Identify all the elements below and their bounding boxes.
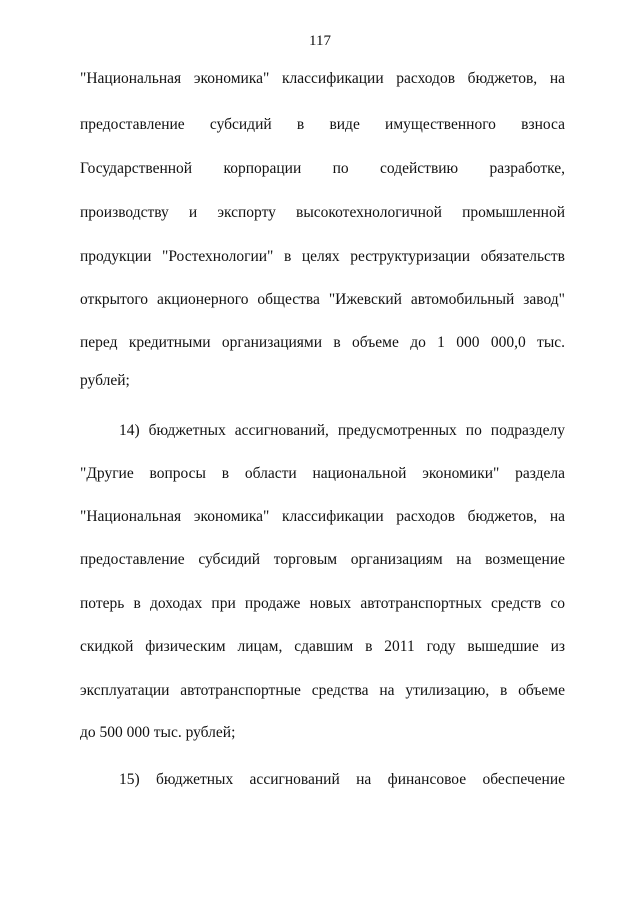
text-line: перед кредитными организациями в объеме до 1 000 000,0 тыс. <box>80 334 565 351</box>
text-line: потерь в доходах при продаже новых автотранспортных средств со <box>80 595 565 612</box>
text-line: "Национальная экономика" классификации расходов бюджетов, на <box>80 508 565 525</box>
text-line: продукции "Ростехнологии" в целях реструктуризации обязательств <box>80 248 565 265</box>
text-line: предоставление субсидий торговым организациям на возмещение <box>80 551 565 568</box>
text-line: производству и экспорту высокотехнологичной промышленной <box>80 204 565 221</box>
page-number: 117 <box>309 33 331 49</box>
text-line: скидкой физическим лицам, сдавшим в 2011 году вышедшие из <box>80 638 565 655</box>
text-line: до 500 000 тыс. рублей; <box>80 724 236 741</box>
text-line: рублей; <box>80 372 130 389</box>
paragraph-14-first-line: 14) бюджетных ассигнований, предусмотренных по подразделу <box>119 422 565 439</box>
text-line: открытого акционерного общества "Ижевский автомобильный завод" <box>80 291 565 308</box>
text-line: "Другие вопросы в области национальной экономики" раздела <box>80 465 565 482</box>
text-line: Государственной корпорации по содействию разработке, <box>80 160 565 177</box>
text-line: "Национальная экономика" классификации расходов бюджетов, на <box>80 70 565 87</box>
text-line: предоставление субсидий в виде имущественного взноса <box>80 116 565 133</box>
text-line: эксплуатации автотранспортные средства на утилизацию, в объеме <box>80 682 565 699</box>
paragraph-15-first-line: 15) бюджетных ассигнований на финансовое обеспечение <box>119 771 565 788</box>
